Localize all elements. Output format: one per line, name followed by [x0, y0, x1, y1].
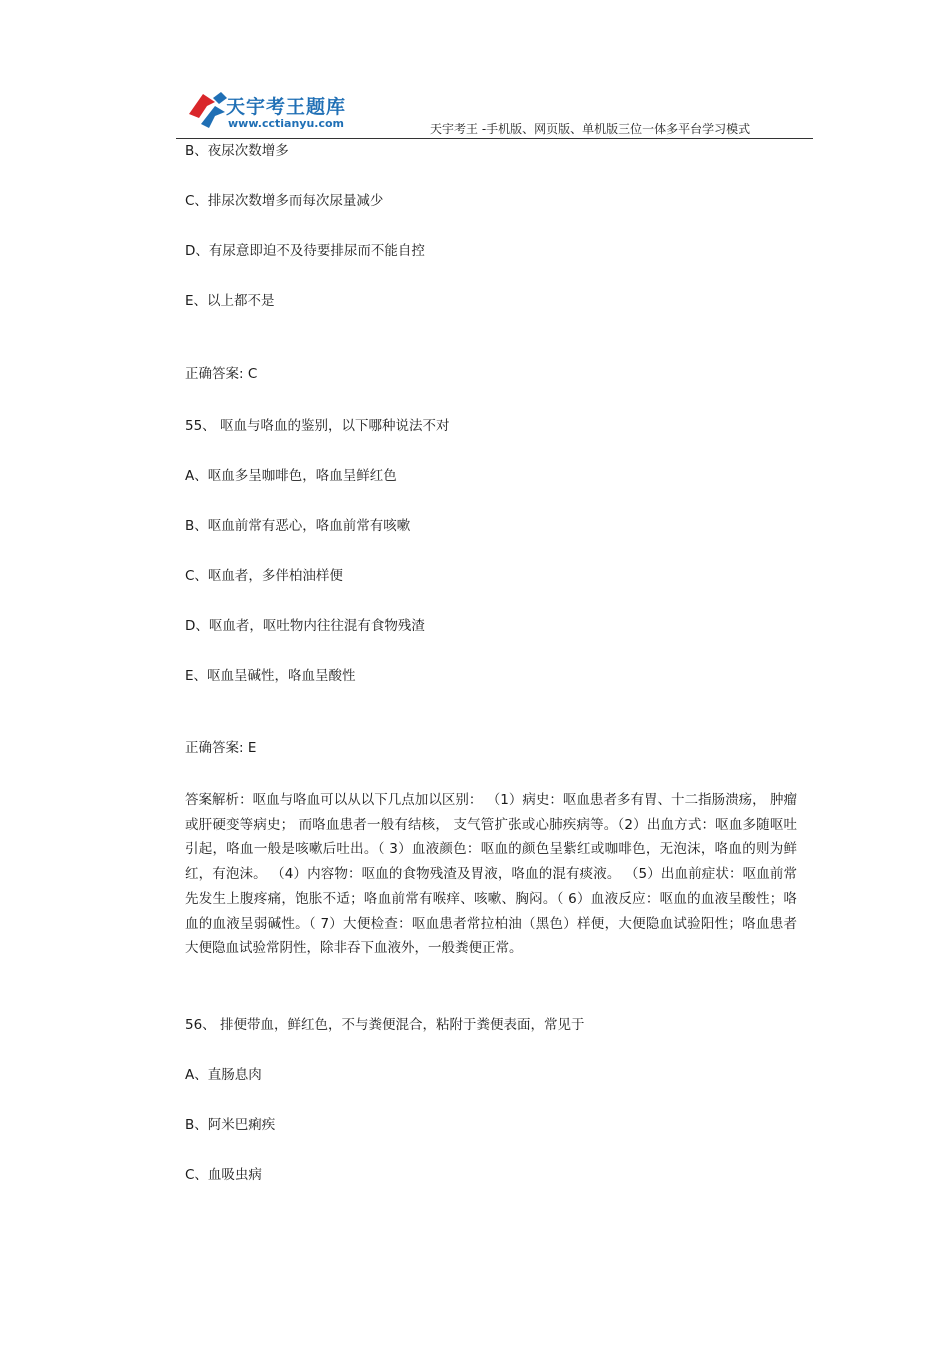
option-c: C、血吸虫病 — [185, 1167, 262, 1183]
option-c: C、呕血者，多伴柏油样便 — [185, 568, 343, 584]
option-a: A、呕血多呈咖啡色，咯血呈鲜红色 — [185, 468, 397, 484]
page-header — [0, 0, 950, 140]
option-e: E、呕血呈碱性，咯血呈酸性 — [185, 668, 356, 684]
answer-line: 正确答案: E — [185, 740, 257, 756]
option-e: E、以上都不是 — [185, 293, 275, 309]
brand-name: 天宇考王题库 — [226, 96, 347, 118]
option-c: C、排尿次数增多而每次尿量减少 — [185, 193, 384, 209]
answer-explanation: 答案解析：呕血与咯血可以从以下几点加以区别： （1）病史：呕血患者多有胃、十二指肠溃疡， 肿瘤或肝硬变等病史； 而咯血患者一般有结核， 支气管扩张或心肺疾病等。（2）出血方式：呕血多随呕吐引起，咯血一般是咳嗽后吐出。（ 3）血液颜色：呕血的颜色呈紫红或咖啡色，无泡沫，咯血的则为鲜红，有泡沫。 （4）内容物：呕血的食物残渣及胃液，咯血的混有痰液。 （5）出血前症状：呕血前常先发生上腹疼痛，饱胀不适；咯血前常有喉痒、咳嗽、胸闷。（ 6）血液反应：呕血的血液呈酸性；咯血的血液呈弱碱性。（ 7）大便检查：呕血患者常拉柏油（黑色）样便，大便隐血试验阳性；咯血患者大便隐血试验常阴性，除非吞下血液外，一般粪便正常。 — [185, 792, 797, 957]
option-b: B、呕血前常有恶心，咯血前常有咳嗽 — [185, 518, 411, 534]
header-divider — [176, 138, 813, 139]
brand-url: www.cctianyu.com — [228, 117, 345, 130]
answer-line: 正确答案: C — [185, 366, 258, 382]
question-55: 55、 呕血与咯血的鉴别，以下哪种说法不对 — [185, 418, 450, 434]
option-b: B、阿米巴痢疾 — [185, 1117, 276, 1133]
option-a: A、直肠息肉 — [185, 1067, 262, 1083]
header-tagline: 天宇考王 -手机版、网页版、单机版三位一体多平台学习模式 — [430, 122, 751, 136]
option-b: B、夜尿次数增多 — [185, 143, 289, 159]
option-d: D、有尿意即迫不及待要排尿而不能自控 — [185, 243, 425, 259]
question-56: 56、 排便带血，鲜红色，不与粪便混合，粘附于粪便表面，常见于 — [185, 1017, 585, 1033]
option-d: D、呕血者，呕吐物内往往混有食物残渣 — [185, 618, 425, 634]
